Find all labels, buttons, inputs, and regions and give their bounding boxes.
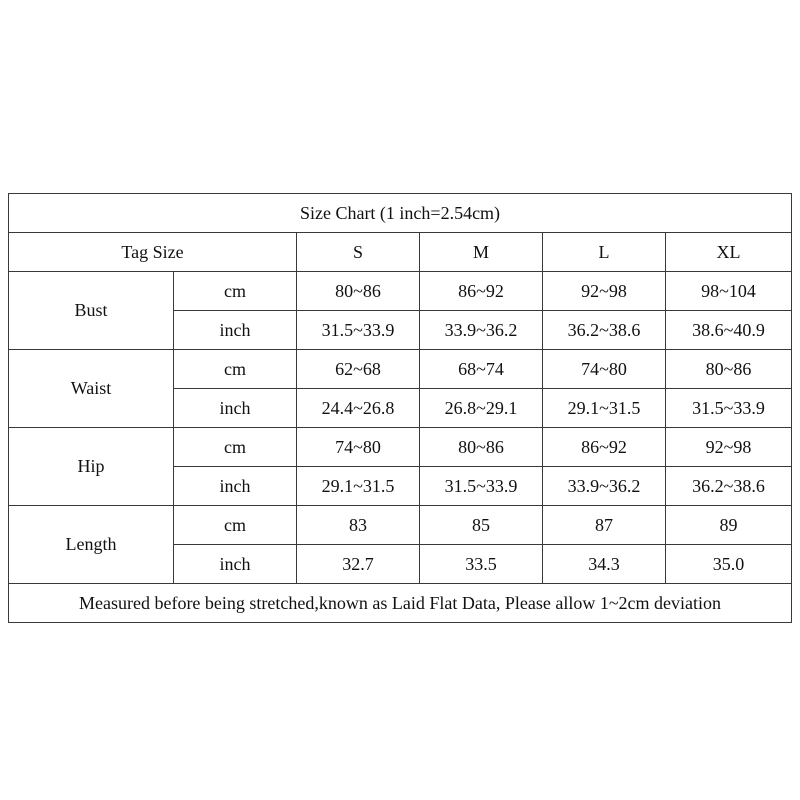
measurement-note: Measured before being stretched,known as Laid Flat Data, Please allow 1~2cm deviation	[9, 584, 792, 623]
table-cell: 74~80	[297, 428, 420, 467]
table-cell: 26.8~29.1	[420, 389, 543, 428]
table-cell: 29.1~31.5	[543, 389, 666, 428]
unit-label: cm	[174, 506, 297, 545]
table-cell: 74~80	[543, 350, 666, 389]
table-cell: 92~98	[666, 428, 792, 467]
table-cell: 33.5	[420, 545, 543, 584]
table-cell: 36.2~38.6	[543, 311, 666, 350]
measurement-label-waist: Waist	[9, 350, 174, 428]
unit-label: inch	[174, 311, 297, 350]
table-cell: 33.9~36.2	[420, 311, 543, 350]
table-cell: 98~104	[666, 272, 792, 311]
table-cell: 80~86	[297, 272, 420, 311]
size-header-xl: XL	[666, 233, 792, 272]
table-cell: 80~86	[420, 428, 543, 467]
measurement-label-length: Length	[9, 506, 174, 584]
table-row	[9, 428, 792, 467]
table-cell: 92~98	[543, 272, 666, 311]
table-cell: 80~86	[666, 350, 792, 389]
table-cell: 32.7	[297, 545, 420, 584]
table-cell: 33.9~36.2	[543, 467, 666, 506]
table-cell: 31.5~33.9	[297, 311, 420, 350]
table-cell: 85	[420, 506, 543, 545]
table-cell: 34.3	[543, 545, 666, 584]
title-row	[9, 194, 792, 233]
table-cell: 29.1~31.5	[297, 467, 420, 506]
table-cell: 24.4~26.8	[297, 389, 420, 428]
table-cell: 31.5~33.9	[420, 467, 543, 506]
chart-title: Size Chart (1 inch=2.54cm)	[9, 194, 792, 233]
table-cell: 83	[297, 506, 420, 545]
table-cell: 87	[543, 506, 666, 545]
unit-label: cm	[174, 272, 297, 311]
table-cell: 35.0	[666, 545, 792, 584]
tag-size-header: Tag Size	[9, 233, 297, 272]
note-row	[9, 584, 792, 623]
unit-label: cm	[174, 350, 297, 389]
unit-label: cm	[174, 428, 297, 467]
unit-label: inch	[174, 545, 297, 584]
table-cell: 36.2~38.6	[666, 467, 792, 506]
unit-label: inch	[174, 389, 297, 428]
unit-label: inch	[174, 467, 297, 506]
table-cell: 89	[666, 506, 792, 545]
header-row	[9, 233, 792, 272]
table-row	[9, 350, 792, 389]
table-row	[9, 506, 792, 545]
table-cell: 68~74	[420, 350, 543, 389]
measurement-label-hip: Hip	[9, 428, 174, 506]
table-cell: 86~92	[543, 428, 666, 467]
table-cell: 86~92	[420, 272, 543, 311]
size-chart-table	[8, 193, 792, 623]
table-row	[9, 272, 792, 311]
size-header-m: M	[420, 233, 543, 272]
measurement-label-bust: Bust	[9, 272, 174, 350]
table-cell: 38.6~40.9	[666, 311, 792, 350]
size-header-s: S	[297, 233, 420, 272]
table-cell: 62~68	[297, 350, 420, 389]
size-header-l: L	[543, 233, 666, 272]
table-cell: 31.5~33.9	[666, 389, 792, 428]
